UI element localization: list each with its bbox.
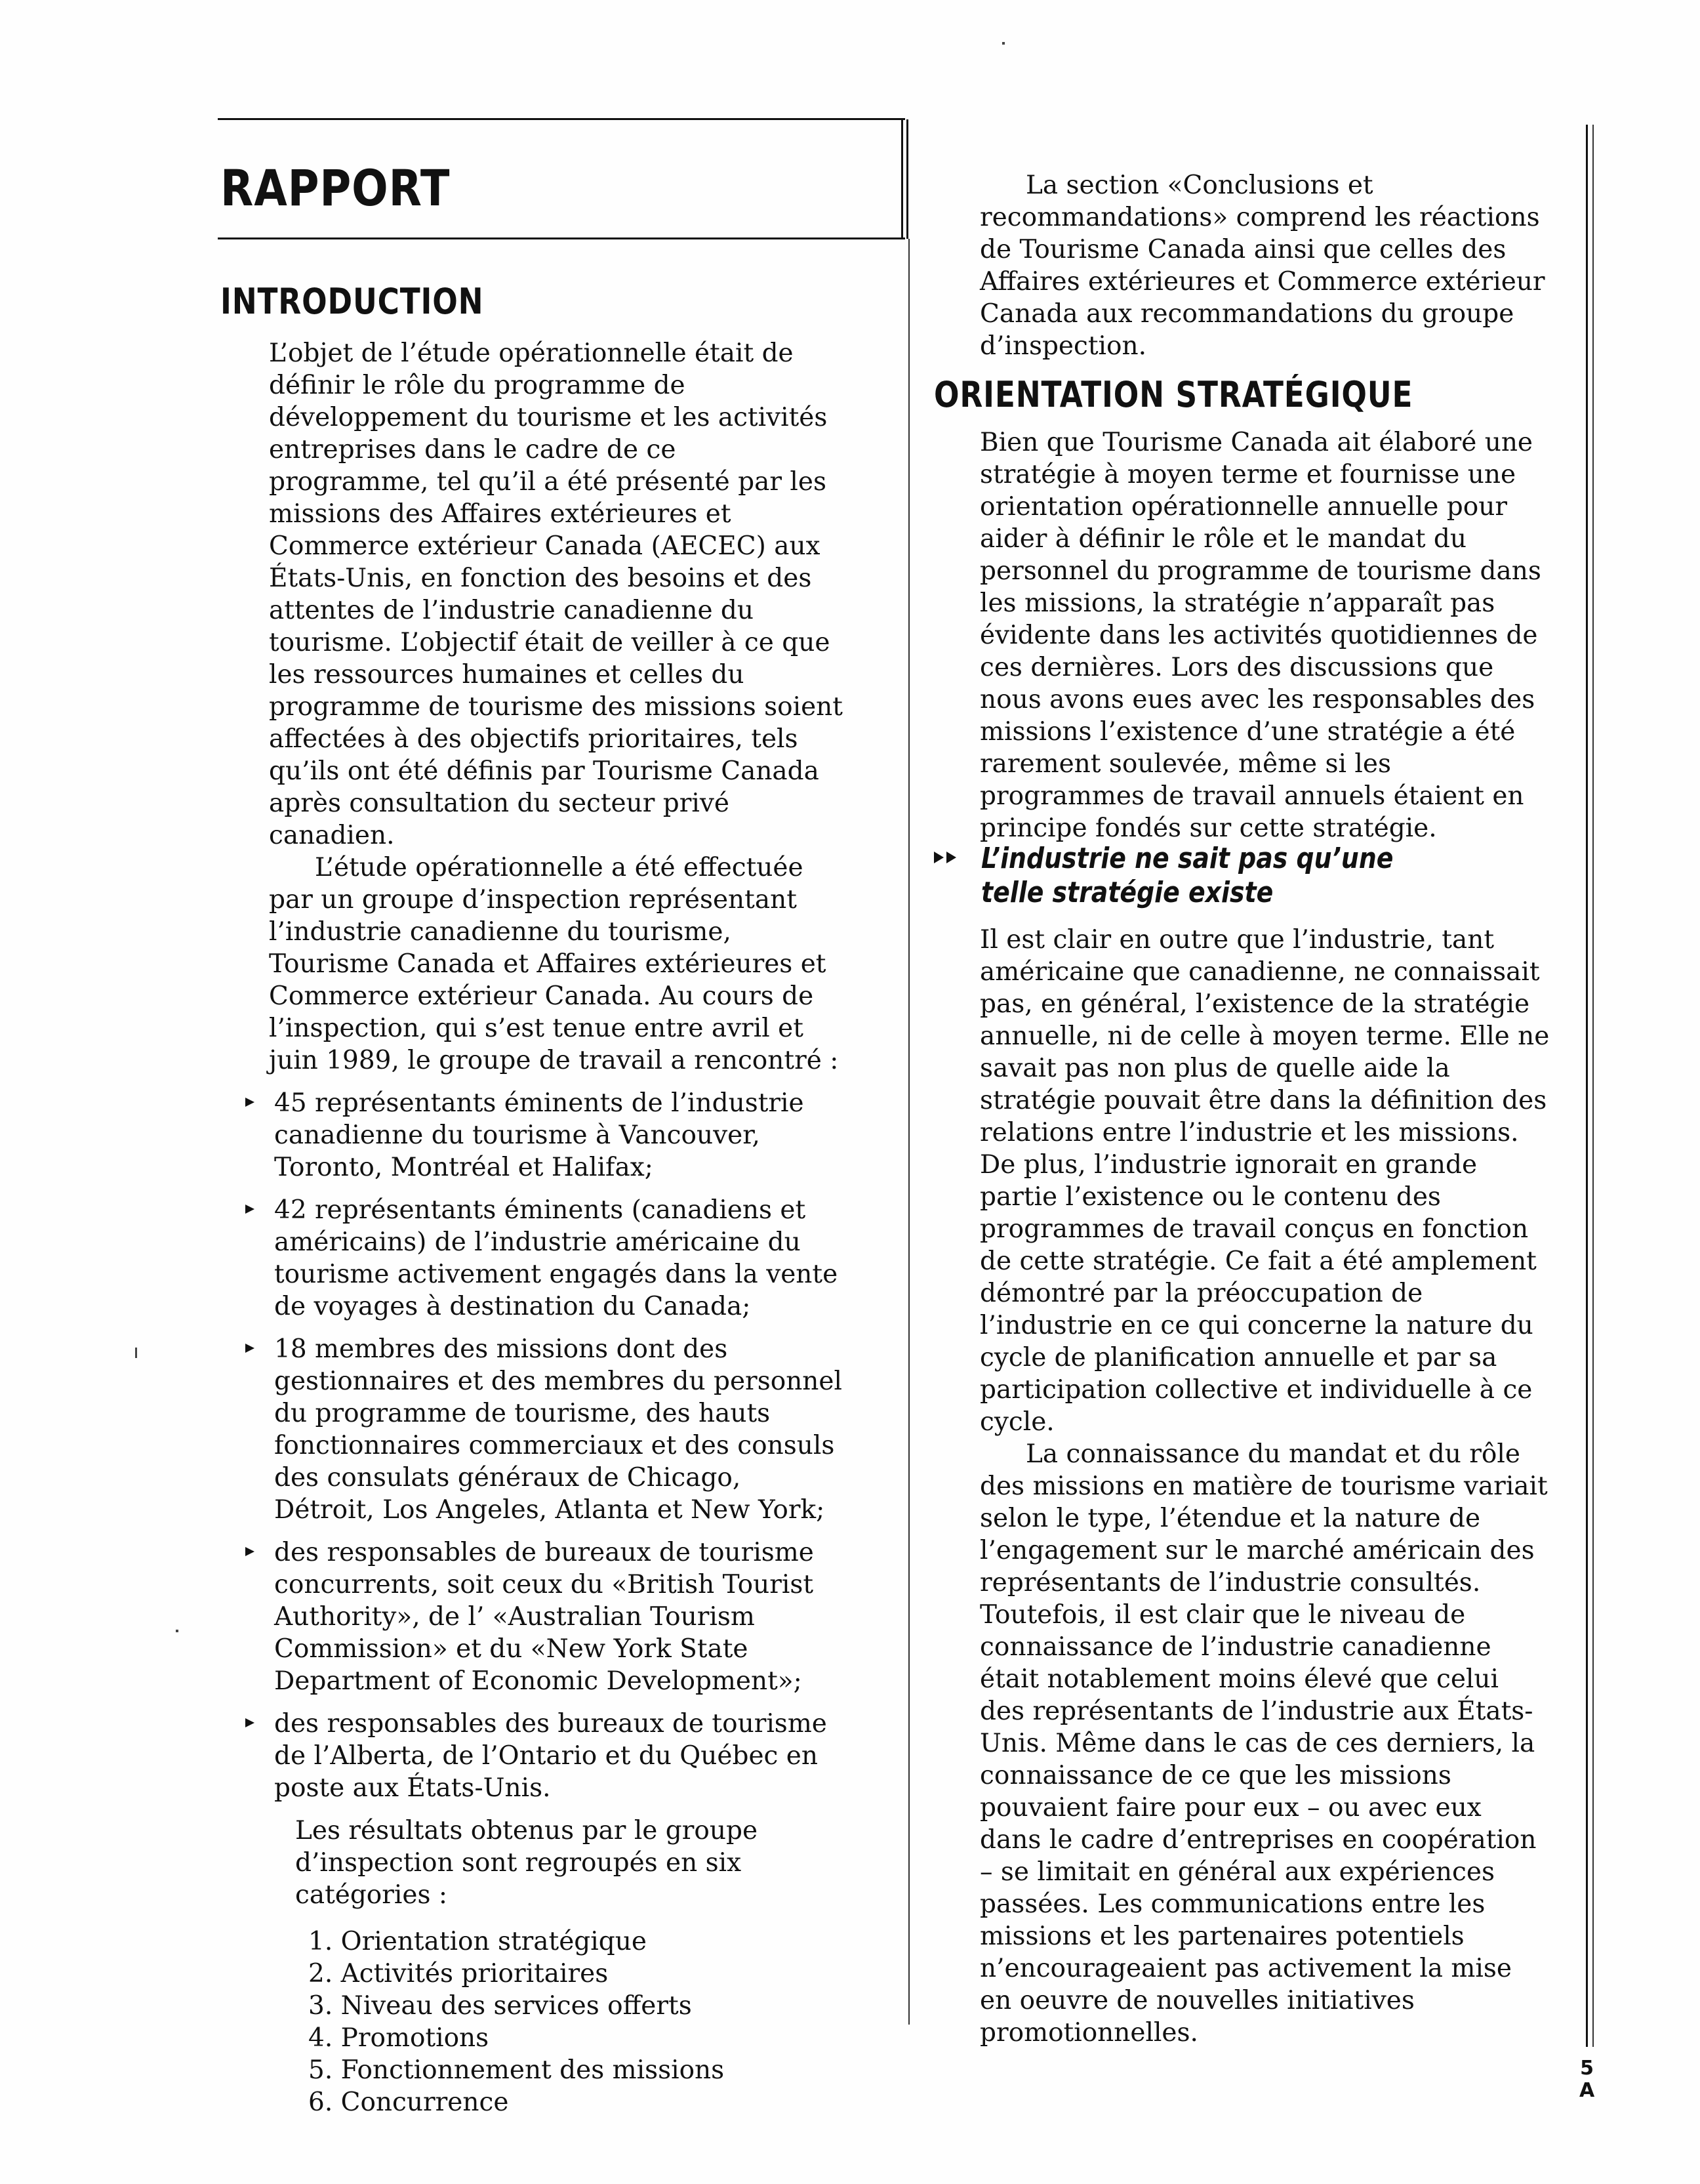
column-divider (908, 239, 910, 2025)
column-divider-upper (901, 119, 903, 239)
top-rule (218, 118, 905, 120)
industry-paragraph-2: La connaissance du mandat et du rôle des missions en matière de tourisme variait selon le type, l’étendue et la nature de l’engagement sur le marché américain des représentants de l’industrie consultés. Toutefois, il est clair que le niveau de connaissance de l’industrie canadienne était notablement moins élevé que celui des représentants de l’industrie aux États-Unis. Même dans le cas de ces derniers, la connaissance de ce que les missions pouvaient faire pour eux – ou avec eux dans le cadre d’entreprises en coopération – se limitait en général aux expériences passées. Les communications entre les missions et les partenaires potentiels n’encourageaient pas activement la mise en oeuvre de nouvelles initiatives promotionnelles. (980, 1439, 1548, 2048)
subheading-line-1: L’industrie ne sait pas qu’une (981, 842, 1394, 875)
orientation-heading: ORIENTATION STRATÉGIQUE (934, 374, 1413, 415)
page-folio (1579, 2057, 1594, 2102)
double-arrow-icon (934, 852, 959, 866)
results-intro: Les résultats obtenus par le groupe d’inspection sont regroupés en six catégories : (295, 1816, 758, 1910)
right-intro-block (980, 169, 1550, 362)
categories-list (269, 1926, 843, 2118)
industry-block (980, 924, 1550, 2049)
page-number: 5 (1580, 2057, 1594, 2080)
list-item: 42 représentants éminents (canadiens et américains) de l’industrie américaine du tourisme activement engagés dans la vente de voyages à destination du Canada; (241, 1194, 843, 1323)
right-frame-line (1586, 125, 1588, 2047)
participants-list (241, 1087, 843, 1804)
right-frame-line-2 (1592, 125, 1594, 2047)
page-title: RAPPORT (220, 159, 451, 217)
title-underline (218, 237, 905, 239)
column-divider-upper-2 (906, 119, 908, 239)
list-item: 4. Promotions (308, 2023, 489, 2053)
intro-paragraph-2: L’étude opérationnelle a été effectuée par un groupe d’inspection représentant l’industrie canadienne du tourisme, Tourisme Canada et Affaires extérieures et Commerce extérieur Canada. Au cours de l’inspection, qui s’est tenue entre avril et juin 1989, le groupe de travail a rencontré : (269, 853, 839, 1075)
list-item: 3. Niveau des services offerts (308, 1991, 692, 2021)
introduction-column (269, 337, 843, 2118)
list-item: 5. Fonctionnement des missions (308, 2055, 725, 2085)
scan-speck (1002, 42, 1005, 45)
list-item: 18 membres des missions dont des gestionnaires et des membres du personnel du programme de tourisme, des hauts fonctionnaires commerciaux et des consuls des consulats généraux de Chicago, Détroit, Los Angeles, Atlanta et New York; (241, 1333, 843, 1526)
list-item: 2. Activités prioritaires (308, 1959, 609, 1988)
list-item: 45 représentants éminents de l’industrie canadienne du tourisme à Vancouver, Toronto, Montréal et Halifax; (241, 1087, 843, 1184)
page-mark: A (1579, 2079, 1595, 2102)
list-item: 1. Orientation stratégique (308, 1927, 647, 1956)
list-item: des responsables des bureaux de tourisme de l’Alberta, de l’Ontario et du Québec en poste aux États-Unis. (241, 1708, 843, 1804)
scan-speck (135, 1348, 137, 1358)
orientation-block (980, 426, 1550, 844)
scan-speck (176, 1630, 178, 1632)
industry-paragraph-1: Il est clair en outre que l’industrie, tant américaine que canadienne, ne connaissait pas, en général, l’existence de la stratégie annuelle, ni de celle à moyen terme. Elle ne savait pas non plus de quelle aide la stratégie pouvait être dans la définition des relations entre l’industrie et les missions. De plus, l’industrie ignorait en grande partie l’existence ou le contenu des programmes de travail conçus en fonction de cette stratégie. Ce fait a été amplement démontré par la préoccupation de l’industrie en ce qui concerne la nature du cycle de planification annuelle et par sa participation collective et individuelle à ce cycle. (980, 925, 1550, 1437)
introduction-heading: INTRODUCTION (220, 281, 484, 322)
subheading-line-2: telle stratégie existe (981, 876, 1274, 909)
list-item: 6. Concurrence (308, 2088, 509, 2117)
conclusions-paragraph: La section «Conclusions et recommandations» comprend les réactions de Tourisme Canada ainsi que celles des Affaires extérieures et Commerce extérieur Canada aux recommandations du groupe d’inspection. (980, 171, 1545, 361)
list-item: des responsables de bureaux de tourisme concurrents, soit ceux du «British Tourist Authority», de l’ «Australian Tourism Commission» et du «New York State Department of Economic Development»; (241, 1536, 843, 1697)
orientation-paragraph: Bien que Tourisme Canada ait élaboré une stratégie à moyen terme et fournisse une orientation opérationnelle annuelle pour aider à définir le rôle et le mandat du personnel du programme de tourisme dans les missions, la stratégie n’apparaît pas évidente dans les activités quotidiennes de ces dernières. Lors des discussions que nous avons eues avec les responsables des missions l’existence d’une stratégie a été rarement soulevée, même si les programmes de travail annuels étaient en principe fondés sur cette stratégie. (980, 428, 1541, 843)
intro-paragraph-1: L’objet de l’étude opérationnelle était de définir le rôle du programme de développement du tourisme et les activités entreprises dans le cadre de ce programme, tel qu’il a été présenté par les missions des Affaires extérieures et Commerce extérieur Canada (AECEC) aux États-Unis, en fonction des besoins et des attentes de l’industrie canadienne du tourisme. L’objectif était de veiller à ce que les ressources humaines et celles du programme de tourisme des missions soient affectées à des objectifs prioritaires, tels qu’ils ont été définis par Tourisme Canada après consultation du secteur privé canadien. (269, 339, 843, 850)
